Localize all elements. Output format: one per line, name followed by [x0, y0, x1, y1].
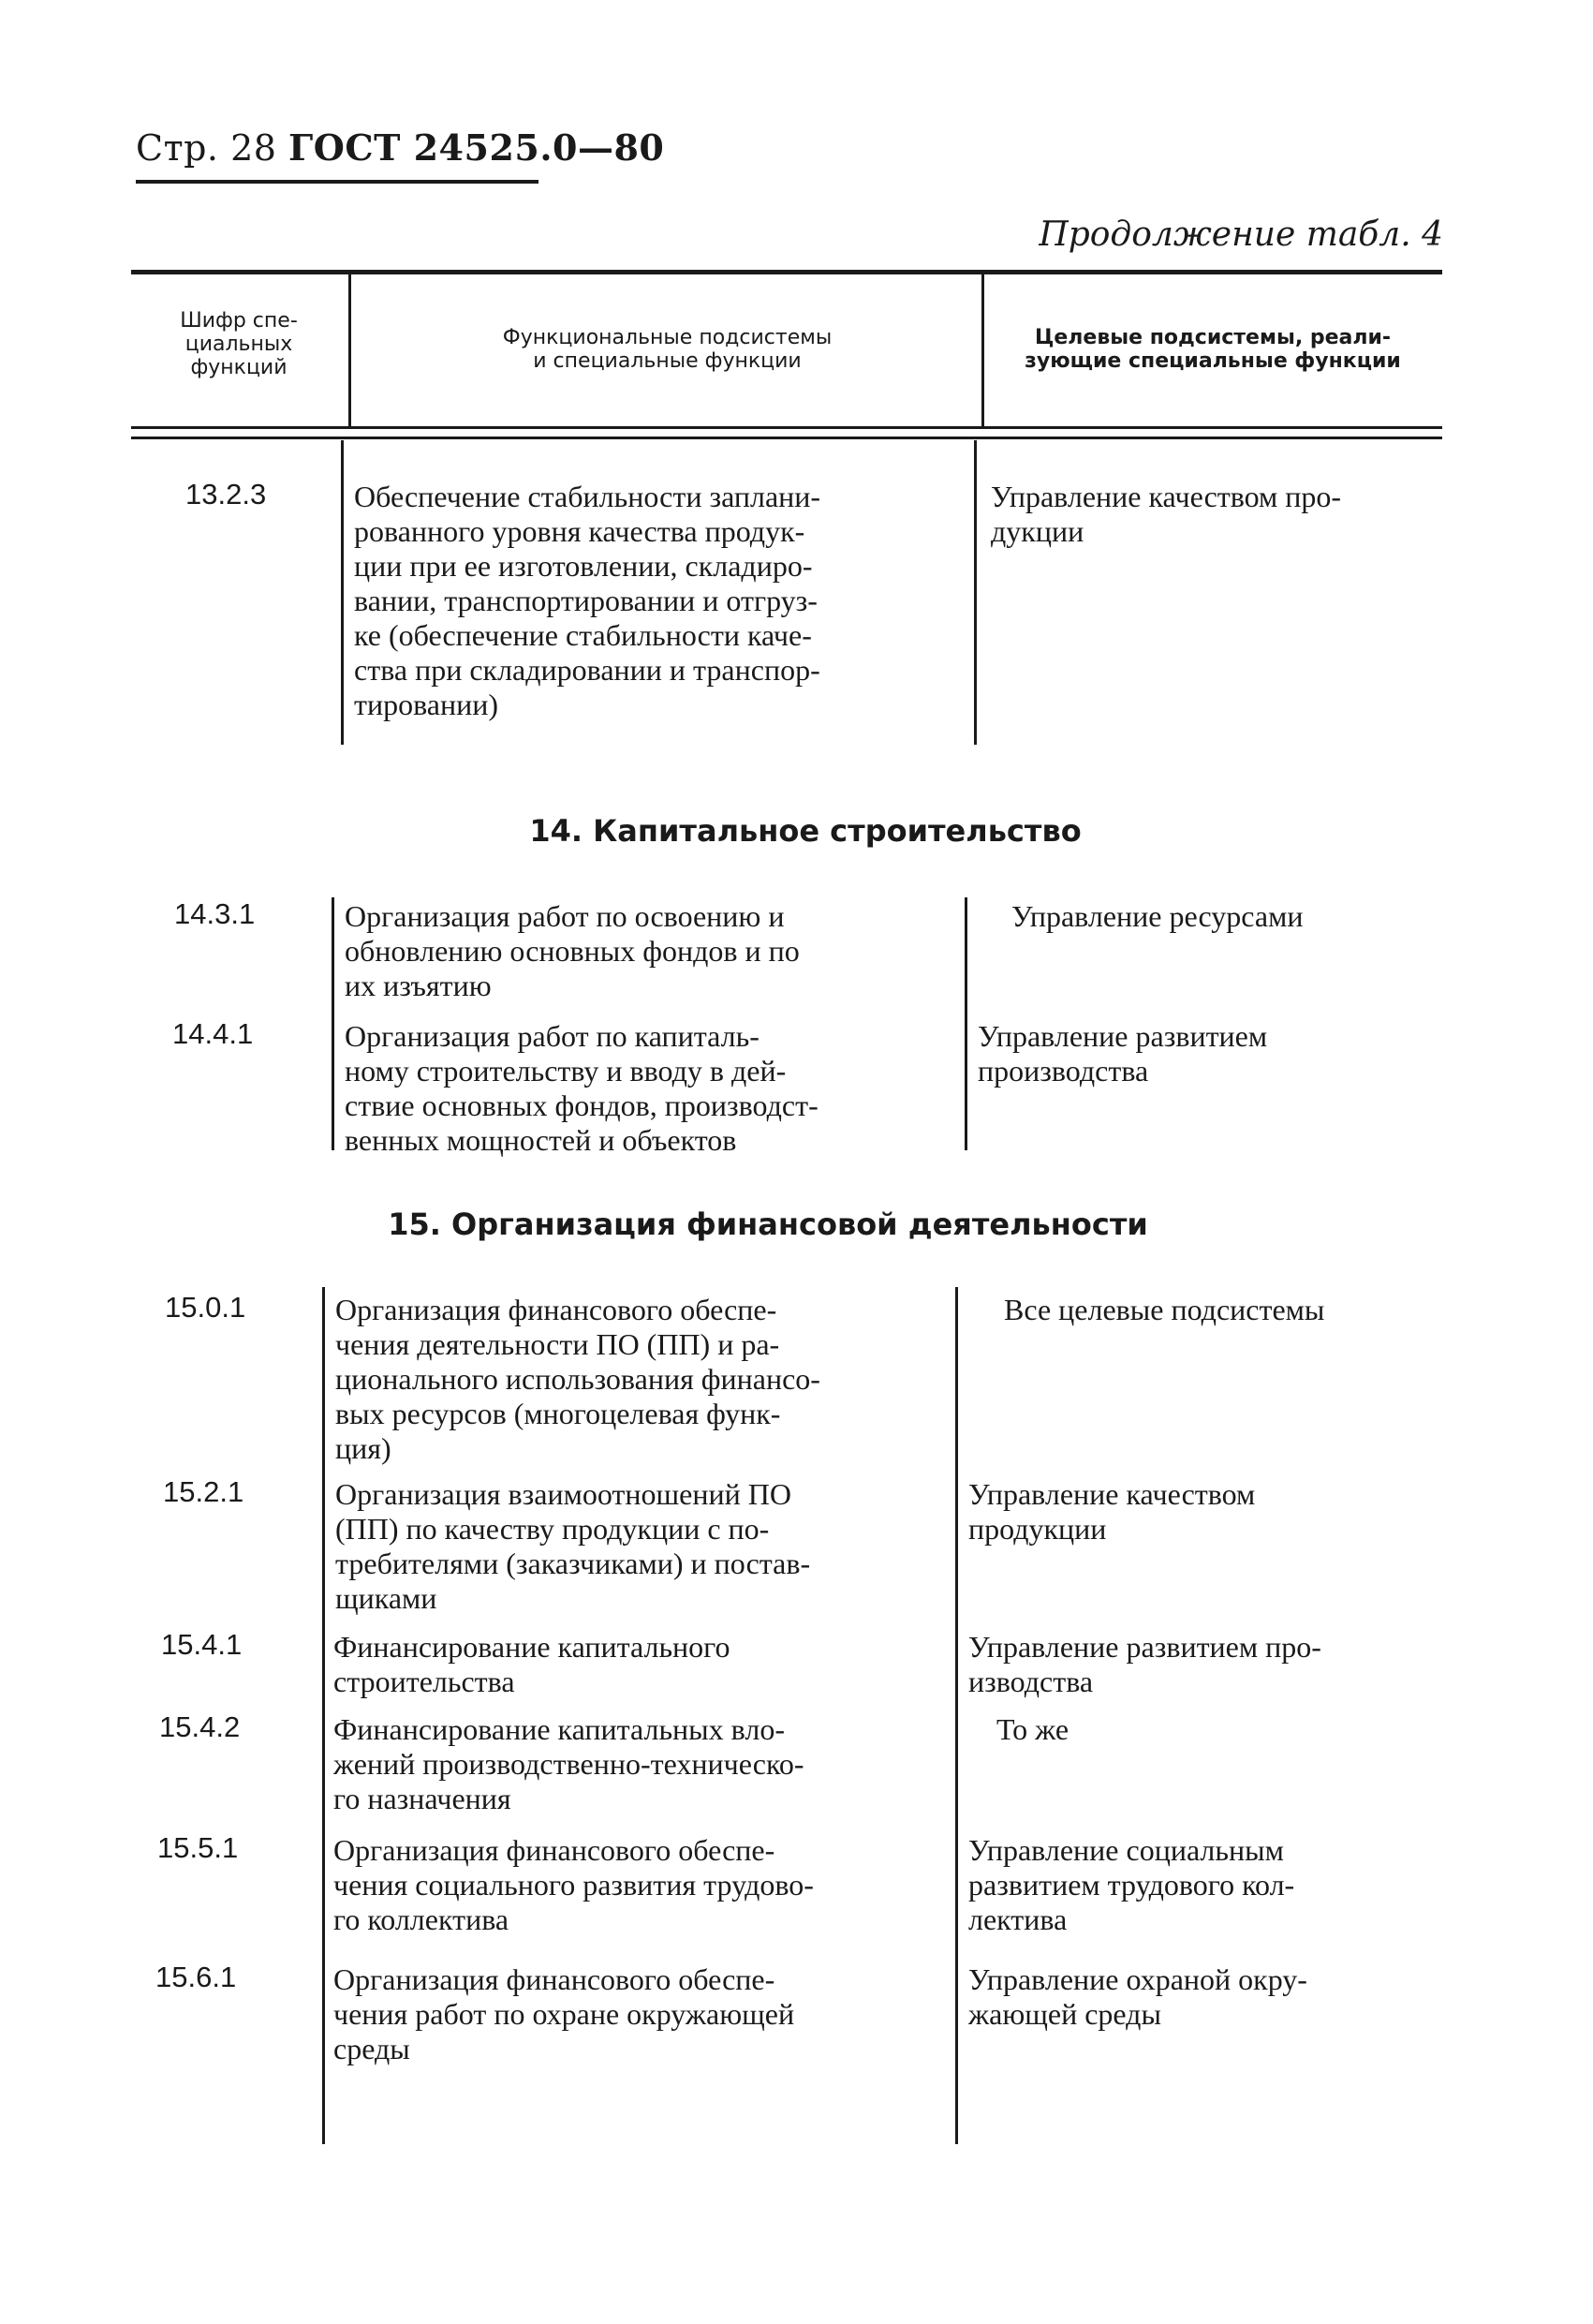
row-function: Организация финансового обеспе- чения социального развития трудово- го коллектива: [333, 1833, 814, 1936]
block3-divider-1: [322, 1287, 325, 2144]
header-bottom-rule-2: [131, 437, 1442, 439]
row-code: 15.5.1: [157, 1831, 239, 1864]
row-code: 14.4.1: [172, 1017, 254, 1050]
row-target: Управление охраной окру- жающей среды: [968, 1962, 1307, 2031]
column-header-functional: Функциональные подсистемы и специальные функции: [502, 326, 833, 373]
page-header: [136, 126, 664, 169]
row-target: Управление качеством про- дукции: [991, 480, 1342, 548]
row-code: 15.2.1: [163, 1475, 244, 1508]
section-title-14: 14. Капитальное строительство: [529, 813, 1082, 849]
header-divider-1: [348, 274, 351, 426]
row-code: 15.0.1: [165, 1291, 246, 1324]
row-code: 15.6.1: [155, 1961, 237, 1993]
row-code: 15.4.2: [159, 1710, 241, 1743]
row-function: Обеспечение стабильности заплани- рованного уровня качества продук- ции при ее изготовлении, складиро- вании, транспортировании и отгруз- ке (обеспечение стабильности каче- ства при складировании и транспор- тировании): [354, 480, 821, 721]
row-code: 15.4.1: [161, 1628, 243, 1661]
row-target: Управление развитием про- изводства: [968, 1630, 1321, 1698]
row-function: Организация финансового обеспе- чения работ по охране окружающей среды: [333, 1962, 795, 2065]
row-function: Организация работ по освоению и обновлению основных фондов и по их изъятию: [345, 899, 800, 1002]
header-bottom-rule-1: [131, 426, 1442, 429]
column-header-target: Целевые подсистемы, реали- зующие специальные функции: [1025, 326, 1401, 373]
table-continuation-label: Продолжение табл. 4: [1039, 215, 1443, 254]
row-target: Управление качеством продукции: [968, 1477, 1256, 1546]
gost-number: ГОСТ 24525.0—80: [288, 126, 665, 169]
row-code: 13.2.3: [185, 478, 267, 511]
block1-divider-2: [974, 440, 977, 745]
page-number: Стр. 28: [136, 127, 277, 169]
section-title-15: 15. Организация финансовой деятельности: [388, 1206, 1148, 1242]
header-divider-2: [981, 274, 984, 426]
row-code: 14.3.1: [174, 897, 256, 930]
row-target: Управление ресурсами: [1011, 899, 1304, 933]
row-target: Управление развитием производства: [978, 1019, 1268, 1088]
row-function: Организация финансового обеспе- чения деятельности ПО (ПП) и ра- ционального использования финансо- вых ресурсов (многоцелевая функ- ция): [335, 1293, 820, 1465]
row-target: Управление социальным развитием трудового кол- лектива: [968, 1833, 1295, 1936]
column-header-code: Шифр спе- циальных функций: [180, 309, 298, 379]
row-target: То же: [996, 1712, 1069, 1746]
row-function: Организация работ по капиталь- ному строительству и вводу в дей- ствие основных фондов, производст- венных мощностей и объектов: [345, 1019, 819, 1157]
row-function: Финансирование капитальных вло- жений производственно-техническо- го назначения: [333, 1712, 804, 1815]
row-target: Все целевые подсистемы: [1004, 1293, 1325, 1326]
block2-divider-2: [965, 897, 967, 1150]
table-top-rule: [131, 270, 1442, 274]
block3-divider-2: [955, 1287, 958, 2144]
block2-divider-1: [332, 897, 334, 1150]
row-function: Организация взаимоотношений ПО (ПП) по качеству продукции с по- требителями (заказчиками) и постав- щиками: [335, 1477, 811, 1615]
block1-divider-1: [341, 440, 344, 745]
header-rule: [136, 180, 538, 184]
row-function: Финансирование капитального строительства: [333, 1630, 730, 1698]
